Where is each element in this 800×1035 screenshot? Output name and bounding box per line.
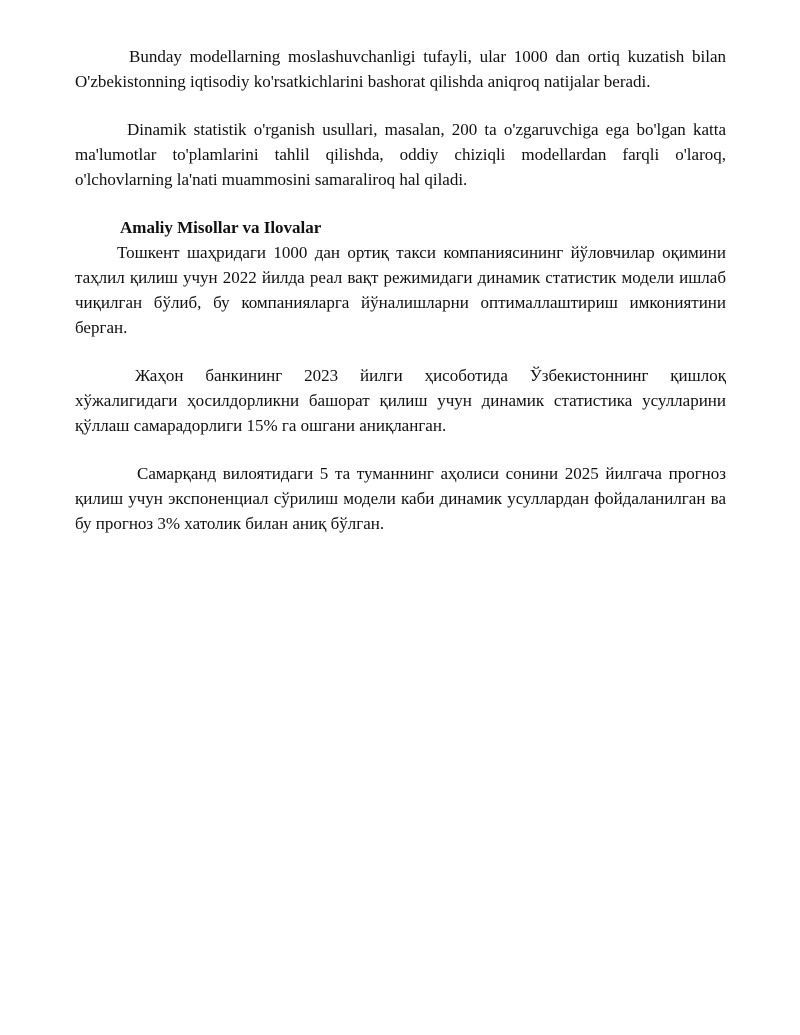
paragraph-tashkent-taxi: Тошкент шаҳридаги 1000 дан ортиқ такси компаниясининг йўловчилар оқимини таҳлил қилиш учун 2022 йилда реал вақт режимидаги динамик статистик модели ишлаб чиқилган бўлиб, бу компанияларга йўналишларни оптималлаштириш имкониятини берган.: [75, 243, 726, 337]
paragraph-gap: [75, 192, 726, 215]
paragraph-model-flexibility: Bunday modellarning moslashuvchanligi tufayli, ular 1000 dan ortiq kuzatish bilan O'zbekistonning iqtisodiy ko'rsatkichlarini bashorat qilishda aniqroq natijalar beradi.: [75, 47, 726, 91]
paragraph-gap: [75, 340, 726, 363]
paragraph-samarkand-forecast: Самарқанд вилоятидаги 5 та туманнинг аҳолиси сонини 2025 йилгача прогноз қилиш учун экспоненциал сўрилиш модели каби динамик усуллардан фойдаланилган ва бу прогноз 3% хатолик билан аниқ бўлган.: [75, 464, 726, 533]
document-page: [75, 44, 726, 536]
paragraph-gap: [75, 94, 726, 117]
paragraph-world-bank: Жаҳон банкининг 2023 йилги ҳисоботида Ўзбекистоннинг қишлоқ хўжалигидаги ҳосилдорликни башорат қилиш учун динамик статистика усулларини қўллаш самарадорлиги 15% га ошгани аниқланган.: [75, 366, 726, 435]
paragraph-gap: [75, 438, 726, 461]
section-heading: Amaliy Misollar va Ilovalar: [120, 218, 322, 237]
paragraph-dynamic-learning: Dinamik statistik o'rganish usullari, masalan, 200 ta o'zgaruvchiga ega bo'lgan katta ma'lumotlar to'plamlarini tahlil qilishda, oddiy chiziqli modellardan farqli o'laroq, o'lchovlarning la'nati muammosini samaraliroq hal qiladi.: [75, 120, 726, 189]
